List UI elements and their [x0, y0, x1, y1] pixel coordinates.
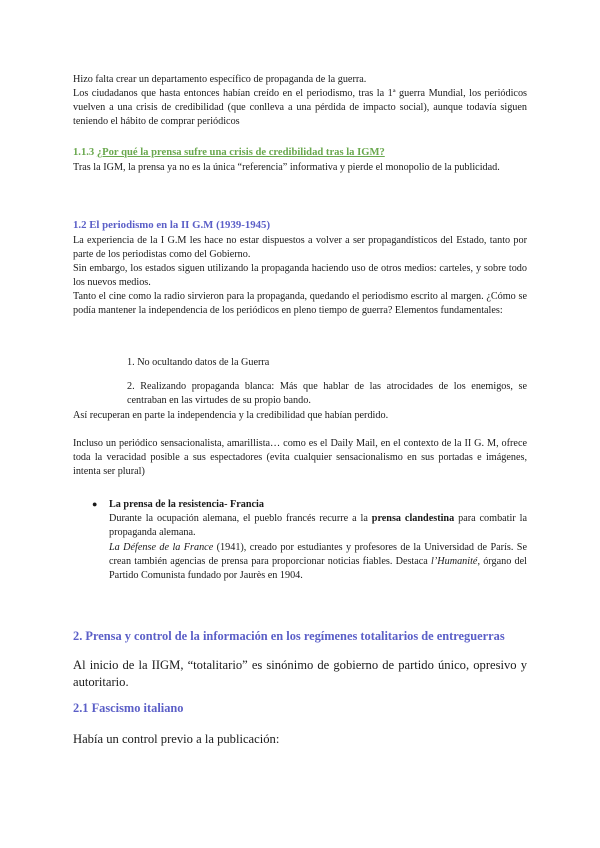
paragraph-credibility-crisis: Los ciudadanos que hasta entonces habían creído en el periodismo, tras la 1ª guerra Mundial, los periódicos vuelven a una crisis de credibilidad (que conlleva a una pérdida de impacto social), aunque todavía siguen teniendo el hábito de comprar periódicos: [73, 88, 527, 128]
bullet-line-1-text-a: Durante la ocupación alemana, el pueblo francés recurre a la: [109, 513, 372, 525]
bullet-title: La prensa de la resistencia- Francia: [109, 499, 264, 510]
bullet-line-1-text-c: para combatir la propaganda alemana.: [109, 513, 527, 539]
paragraph-daily-mail: Incluso un periódico sensacionalista, amarillista… como es el Daily Mail, en el contexto de la II G. M, ofrece toda la veracidad posible a sus espectadores (evita cualquier sensacionalismo en sus portadas e imágenes, intenta ser plural): [73, 438, 527, 478]
bullet-resistencia: [92, 498, 527, 583]
list-item-2: 2. Realizando propaganda blanca: Más que hablar de las atrocidades de los enemigos, se centraban en las virtudes de su propio bando.: [127, 381, 527, 407]
heading-2-1: 2.1 Fascismo italiano: [73, 701, 184, 715]
paragraph-recuperan: Así recuperan en parte la independencia y la credibilidad que habían perdido.: [73, 410, 389, 421]
heading-1-1-3: [73, 146, 527, 160]
paragraph-experience-igm: La experiencia de la I G.M les hace no estar dispuestos a volver a ser propagandísticos del Estado, tanto por parte de los periodistas como del Gobierno.: [73, 235, 527, 261]
paragraph-cine-radio: Tanto el cine como la radio sirvieron para la propaganda, quedando el periodismo escrito al margen. ¿Cómo se podía mantener la independencia de los periódicos en pleno tiempo de guerra? Elementos fundamentales:: [73, 291, 527, 317]
prensa-clandestina: prensa clandestina: [371, 513, 455, 525]
heading-1-1-3-text: ¿Por qué la prensa sufre una crisis de credibilidad tras la IGM?: [96, 147, 385, 158]
paragraph-propaganda-dept: Hizo falta crear un departamento específico de propaganda de la guerra.: [73, 74, 367, 85]
list-item-1: 1. No ocultando datos de la Guerra: [127, 357, 270, 369]
heading-1-1-3-number: 1.1.3: [73, 147, 97, 158]
bullet-line-2-text-b: (1941), creado por estudiantes y profesores de la Universidad de París. Se crean también agencias de prensa para proporcionar noticias fiables. Destaca: [109, 541, 527, 567]
paragraph-control-previo: Había un control previo a la publicación:: [73, 732, 280, 746]
bullet-content: [109, 498, 527, 583]
paragraph-after-igm: Tras la IGM, la prensa ya no es la única “referencia” informativa y pierde el monopolio de la publicidad.: [73, 162, 500, 173]
paragraph-totalitario: Al inicio de la IIGM, “totalitario” es sinónimo de gobierno de partido único, opresivo y autoritario.: [73, 658, 527, 689]
lhumanite-title: l’Humanité: [431, 555, 478, 567]
bullet-icon: ●: [92, 499, 98, 509]
bullet-line-2-text-d: , órgano del Partido Comunista fundado por Jaurès en 1904.: [109, 555, 527, 582]
bullet-line-2: [109, 541, 527, 584]
heading-2: 2. Prensa y control de la información en los regímenes totalitarios de entreguerras: [73, 629, 505, 643]
la-defense-title: La Défense de la France: [109, 541, 214, 553]
bullet-line-1: [109, 512, 527, 540]
heading-1-2: 1.2 El periodismo en la II G.M (1939-1945): [73, 219, 271, 231]
paragraph-sin-embargo: Sin embargo, los estados siguen utilizando la propaganda haciendo uso de otros medios: carteles, y sobre todo los nuevos medios.: [73, 263, 527, 289]
